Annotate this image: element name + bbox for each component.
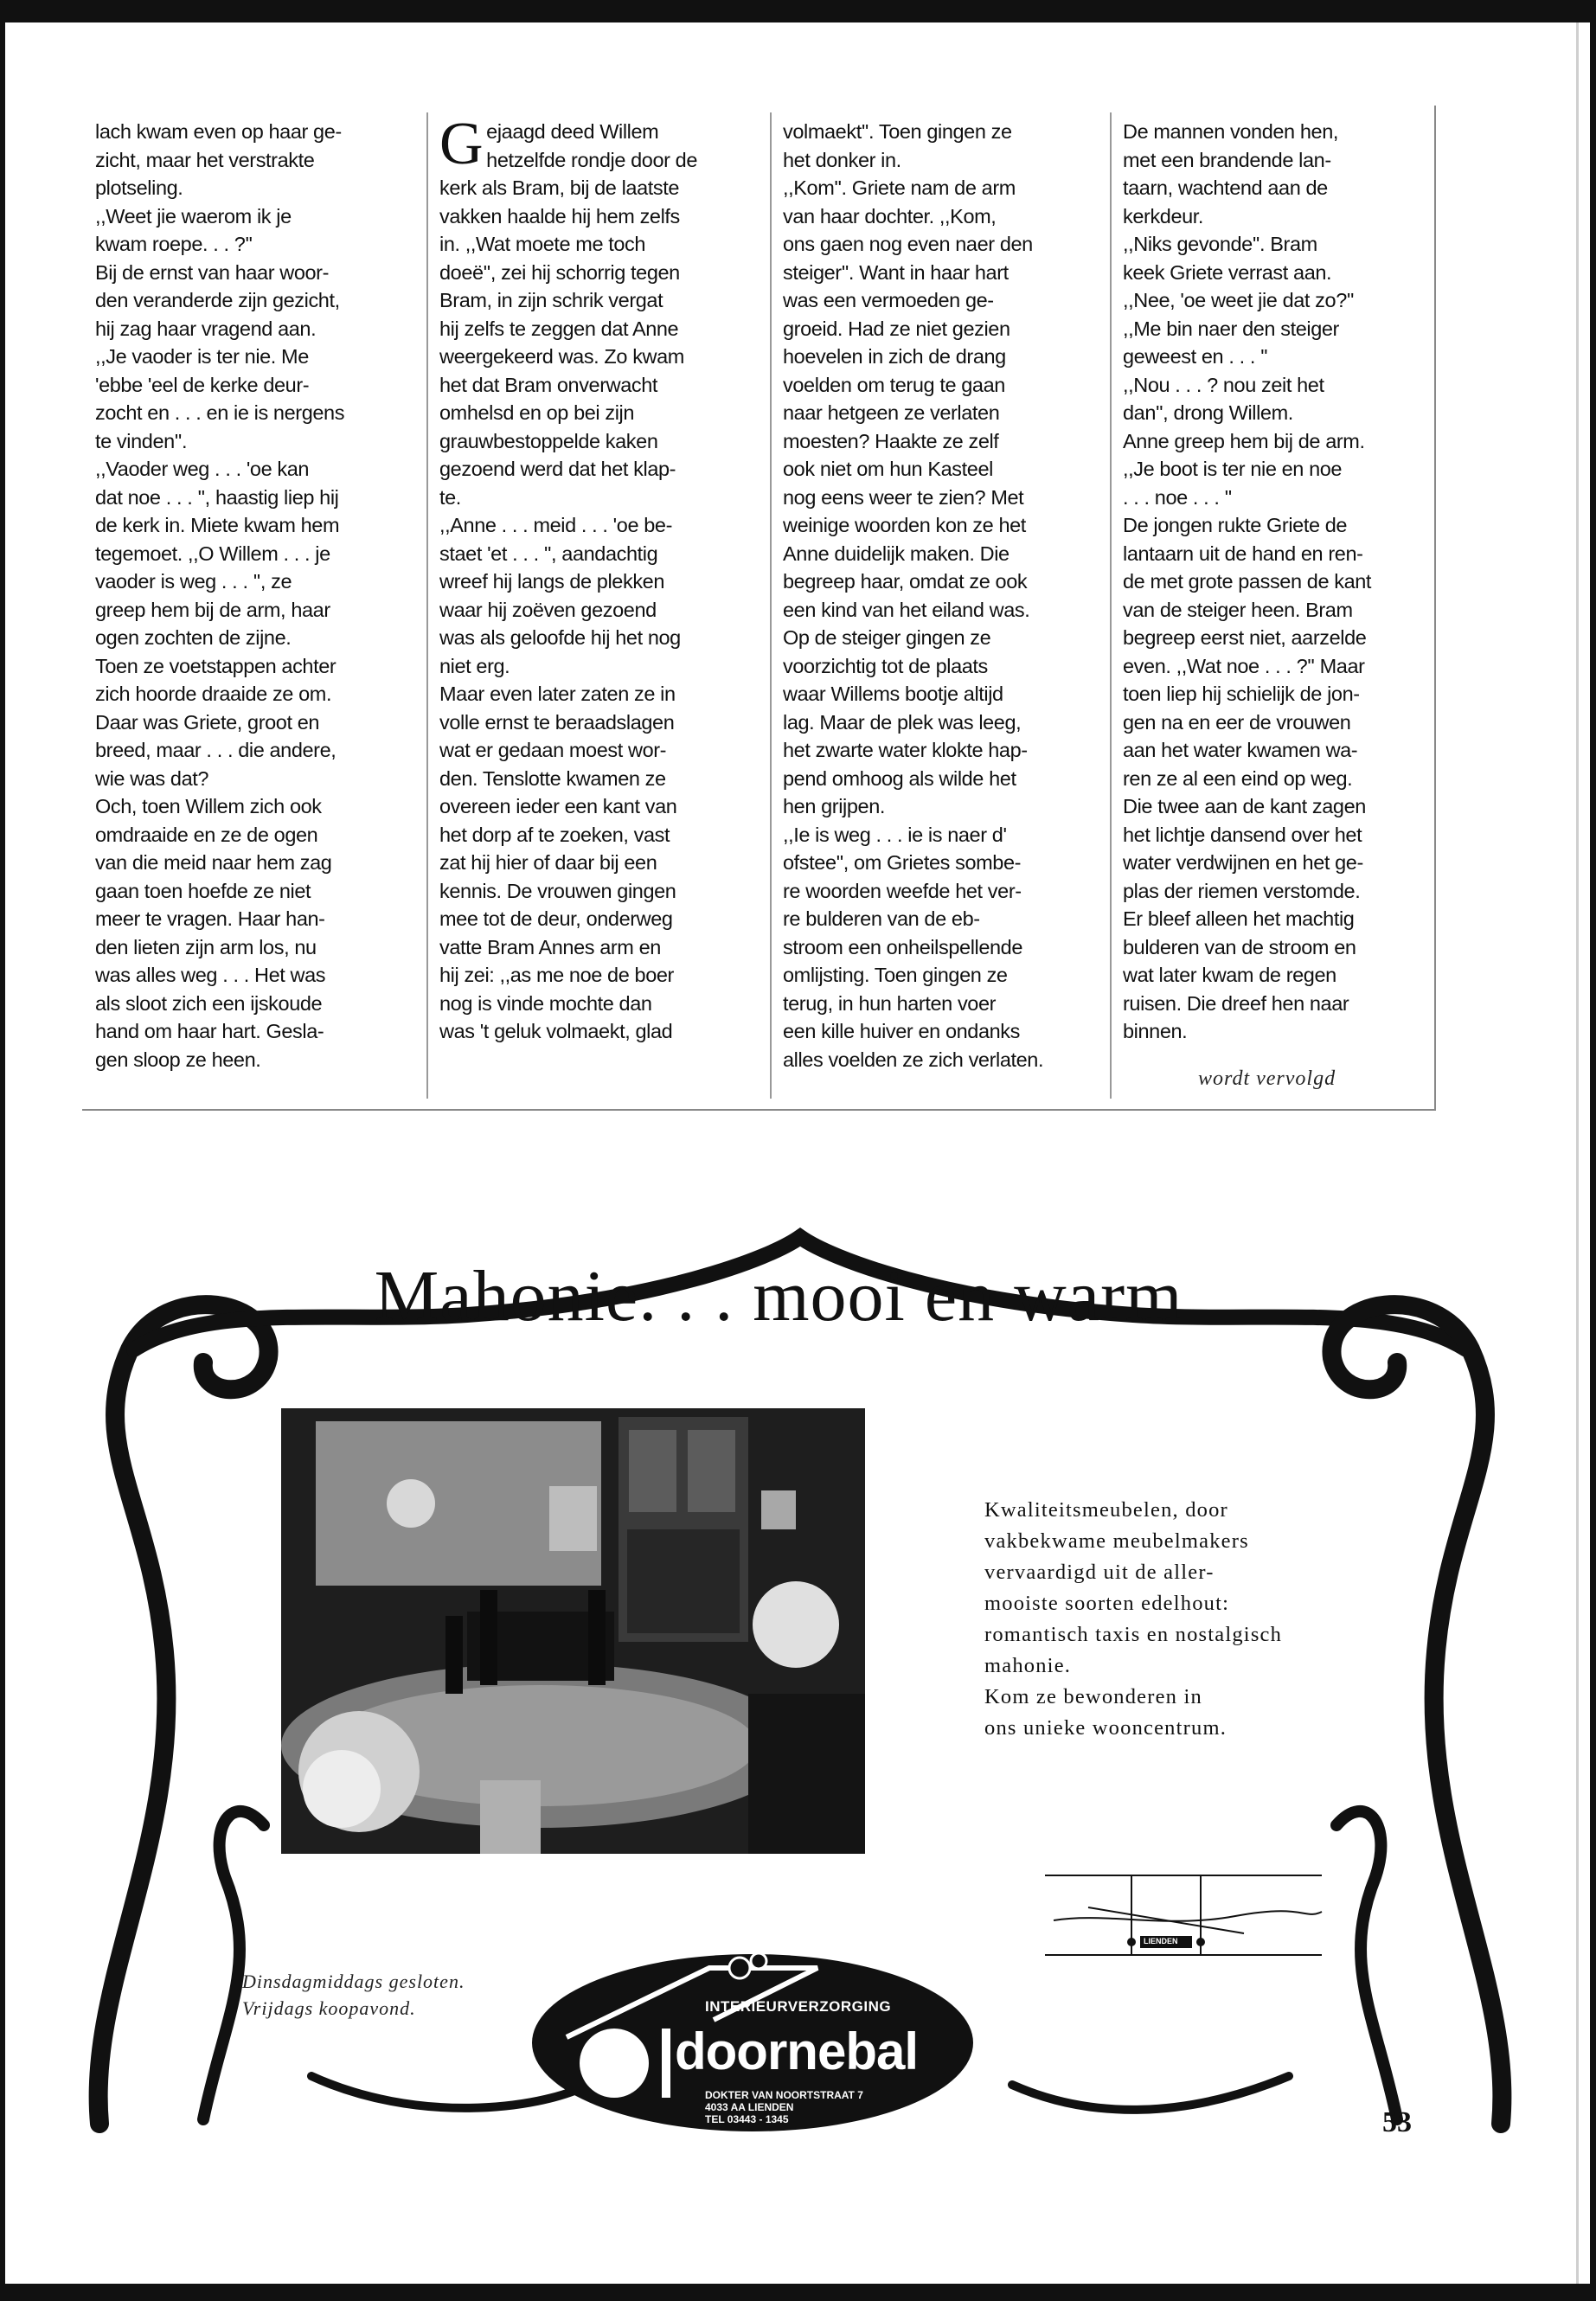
hours-late: Vrijdags koopavond.	[242, 1997, 416, 2019]
hours-closed: Dinsdagmiddags gesloten.	[242, 1971, 465, 1992]
doornebal-logo	[532, 1942, 973, 2132]
story-column-3: volmaekt''. Toen gingen ze het donker in. ,,Kom''. Griete nam de arm van haar dochter. ,,Kom, ons gaen nog even naer den steiger''. Want in haar hart was een vermoeden ge- groeid. Had ze niet gezien hoevelen in zich de drang voelden om terug te gaan naar hetgeen ze verlaten moesten? Haakte ze zelf ook niet om hun Kasteel nog eens weer te zien? Met weinige woorden kon ze het Anne duidelijk maken. Die begreep haar, omdat ze ook een kind van het eiland was. Op de steiger gingen ze voorzichtig tot de plaats waar Willems bootje altijd lag. Maar de plek was leeg, het zwarte water klokte hap- pend omhoog als wilde het hen grijpen. ,,Ie is weg . . . ie is naer d' ofstee'', om Grietes sombe- re woorden weefde het ver- re bulderen van de eb- stroom een onheilspellende omlijsting. Toen gingen ze terug, in hun harten voer een kille huiver en ondanks alles voelden ze zich verlaten.	[783, 120, 1044, 1071]
drop-cap: G	[439, 111, 484, 177]
page-number: 53	[1382, 2106, 1412, 2138]
column-rule	[426, 112, 428, 1099]
logo-brand: doornebal	[675, 2022, 919, 2080]
column-rule	[770, 112, 772, 1099]
story-column-2-text: ejaagd deed Willem hetzelfde rondje door de kerk als Bram, bij de laatste vakken haalde hij hem zelfs in. ,,Wat moete me toch doeë'', zei hij schorrig tegen Bram, in zijn schrik vergat hij zelfs te zeggen dat Anne weergekeerd was. Zo kwam het dat Bram onverwacht omhelsd en op bei zijn grauwbestoppelde kaken gezoend werd dat het klap- te. ,,Anne . . . meid . . . 'oe be- staet 'et . . . '', aandachtig wreef hij langs de plekken waar hij zoëven gezoend was als geloofde hij het nog niet erg. Maar even later zaten ze in volle ernst te beraadslagen wat er gedaan moest wor- den. Tenslotte kwamen ze overeen ieder een kant van het dorp af te zoeken, vast zat hij hier of daar bij een kennis. De vrouwen gingen mee tot de deur, onderweg vatte Bram Annes arm en hij zei: ,,as me noe de boer nog is vinde mochte dan was 't geluk volmaekt, glad	[439, 120, 698, 1042]
scan-border-right	[1590, 22, 1596, 2284]
story-column-4: De mannen vonden hen, met een brandende lan- taarn, wachtend aan de kerkdeur. ,,Niks gevonde''. Bram keek Griete verrast aan. ,,Nee, 'oe weet jie dat zo?'' ,,Me bin naer den steiger geweest en . . . '' ,,Nou . . . ? nou zeit het dan'', drong Willem. Anne greep hem bij de arm. ,,Je boot is ter nie en noe . . . noe . . . '' De jongen rukte Griete de lantaarn uit de hand en ren- de met grote passen de kant van de steiger heen. Bram begreep eerst niet, aarzelde even. ,,Wat noe . . . ?'' Maar toen liep hij schielijk de jon- gen na en eer de vrouwen aan het water kwamen wa- ren ze al een eind op weg. Die twee aan de kant zagen het lichtje dansend over het water verdwijnen en het ge- plas der riemen verstomde. Er bleef alleen het machtig bulderen van de stroom en wat later kwam de regen ruisen. Die dreef hen naar binnen.	[1123, 120, 1372, 1042]
opening-hours	[242, 1968, 465, 2022]
scan-border-bottom	[0, 2284, 1596, 2301]
dining-room-illustration	[281, 1408, 865, 1854]
serial-story	[82, 106, 1436, 1111]
scan-border-left	[0, 22, 5, 2284]
story-column-2	[439, 111, 760, 1046]
location-map	[1036, 1860, 1330, 1972]
scan-border-top	[0, 0, 1596, 22]
map-town-label: LIENDEN	[1144, 1937, 1178, 1945]
column-rule	[1110, 112, 1112, 1099]
logo-tagline: INTERIEURVERZORGING	[705, 1998, 892, 2015]
logo-address: DOKTER VAN NOORTSTRAAT 7 4033 AA LIENDEN TEL 03443 - 1345	[705, 2089, 863, 2125]
continued-note: wordt vervolgd	[1198, 1067, 1336, 1090]
route-map-icon	[1036, 1860, 1330, 1972]
ad-copy: Kwaliteitsmeubelen, door vakbekwame meubelmakers vervaardigd uit de aller- mooiste soorten edelhout: romantisch taxis en nostalgisch mahonie. Kom ze bewonderen in ons unieke wooncentrum.	[984, 1498, 1283, 1740]
furniture-advertisement	[52, 1220, 1548, 2137]
story-column-1: lach kwam even op haar ge- zicht, maar het verstrakte plotseling. ,,Weet jie waerom ik je kwam roepe. . . ?'' Bij de ernst van haar woor- den veranderde zijn gezicht, hij zag haar vragend aan. ,,Je vaoder is ter nie. Me 'ebbe 'eel de kerke deur- zocht en . . . en ie is nergens te vinden''. ,,Vaoder weg . . . 'oe kan dat noe . . . '', haastig liep hij de kerk in. Miete kwam hem tegemoet. ,,O Willem . . . je vaoder is weg . . . '', ze greep hem bij de arm, haar ogen zochten de zijne. Toen ze voetstappen achter zich hoorde draaide ze om. Daar was Griete, groot en breed, maar . . . die andere, wie was dat? Och, toen Willem zich ook omdraaide en ze de ogen van die meid naar hem zag gaan toen hoefde ze niet meer te vragen. Haar han- den lieten zijn arm los, nu was alles weg . . . Het was als sloot zich een ijskoude hand om haar hart. Gesla- gen sloop ze heen.	[95, 120, 345, 1071]
ad-headline: Mahonie. . . mooi en warm	[374, 1256, 1183, 1336]
dining-room-photo	[281, 1408, 865, 1854]
scan-shadow-right	[1576, 22, 1579, 2284]
